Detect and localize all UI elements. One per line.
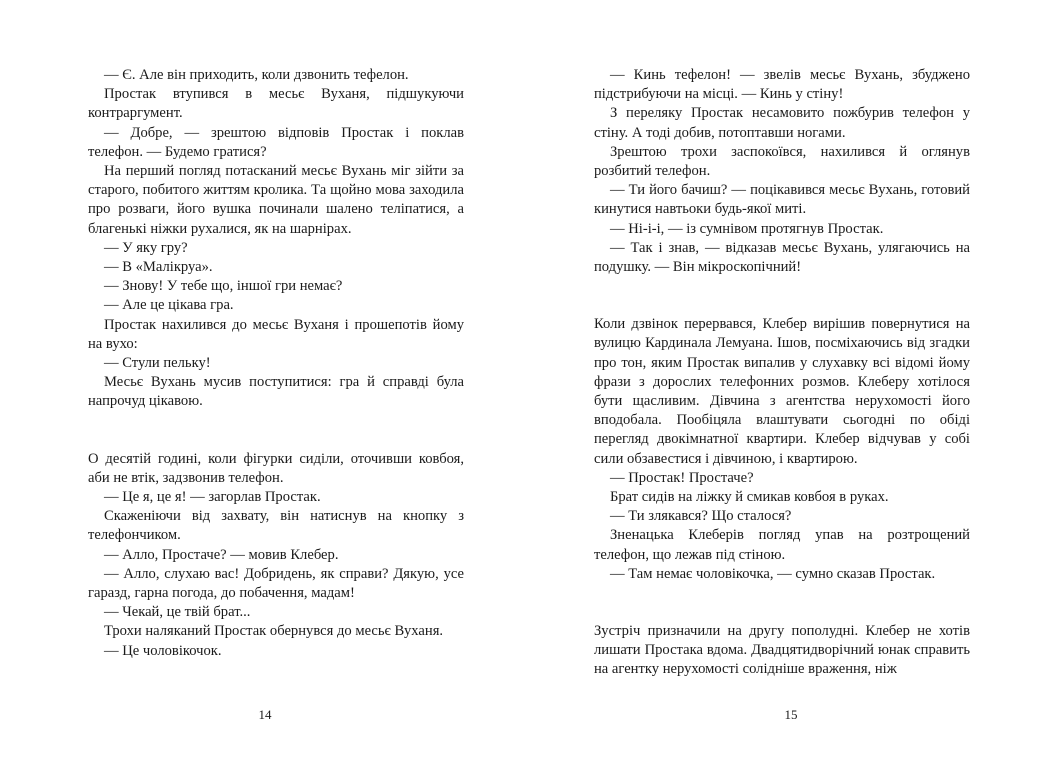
paragraph: Зненацька Клеберів погляд упав на розтрощений телефон, що лежав під стіною. bbox=[594, 527, 970, 563]
paragraph: — Ти його бачиш? — поцікавився месьє Вухань, готовий кинутися навтьоки будь-якої миті. bbox=[594, 182, 970, 218]
right-section-3 bbox=[594, 622, 970, 680]
left-section-2 bbox=[88, 450, 464, 661]
paragraph: — Ти злякався? Що сталося? bbox=[610, 508, 792, 525]
section-break bbox=[594, 277, 970, 315]
paragraph: — Алло, слухаю вас! Добридень, як справи? Дякую, усе гаразд, гарна погода, до побачення, мадам! bbox=[88, 565, 464, 602]
paragraph: — Простак! Простаче? bbox=[610, 469, 754, 486]
paragraph: — Але це цікава гра. bbox=[104, 297, 234, 314]
page-number-left: 14 bbox=[258, 707, 272, 722]
left-page bbox=[88, 66, 464, 661]
paragraph: — Є. Але він приходить, коли дзвонить тефелон. bbox=[104, 67, 409, 83]
paragraph: — Стули пельку! bbox=[104, 355, 211, 372]
right-page bbox=[594, 66, 970, 680]
paragraph: — Там немає чоловікочка, — сумно сказав Простак. bbox=[610, 565, 936, 582]
paragraph: — Алло, Простаче? — мовив Клебер. bbox=[104, 546, 339, 563]
left-section-1 bbox=[88, 66, 464, 412]
paragraph: — Кинь тефелон! — звелів месьє Вухань, збуджено підстрибуючи на місці. — Кинь у стіну! bbox=[594, 67, 970, 103]
right-section-2 bbox=[594, 315, 970, 584]
section-break bbox=[594, 584, 970, 622]
paragraph: Скаженіючи від захвату, він натиснув на кнопку з телефончиком. bbox=[88, 508, 464, 544]
paragraph: — Чекай, це твій брат... bbox=[104, 604, 251, 621]
paragraph: Простак нахилився до месьє Вуханя і прошепотів йому на вухо: bbox=[88, 316, 464, 352]
paragraph: З переляку Простак несамовито пожбурив телефон у стіну. А тоді добив, потоптавши ногами. bbox=[594, 105, 970, 141]
paragraph: — Добре, — зрештою відповів Простак і поклав телефон. — Будемо гратися? bbox=[88, 124, 464, 160]
paragraph: Трохи наляканий Простак обернувся до месьє Вуханя. bbox=[104, 623, 444, 640]
section-break bbox=[88, 412, 464, 450]
paragraph: — Ні-і-і, — із сумнівом протягнув Простак. bbox=[610, 220, 884, 237]
paragraph: Зустріч призначили на другу пополудні. Клебер не хотів лишати Простака вдома. Двадцятидворічний юнак справить на агентку нерухомості солідніше враження, ніж bbox=[594, 623, 970, 678]
right-section-1 bbox=[594, 66, 970, 277]
page-number-right: 15 bbox=[784, 707, 798, 722]
paragraph: О десятій годині, коли фігурки сиділи, оточивши ковбоя, аби не втік, задзвонив телефон. bbox=[88, 450, 464, 486]
paragraph: — Це я, це я! — загорлав Простак. bbox=[104, 489, 321, 506]
paragraph: — У яку гру? bbox=[104, 239, 188, 256]
paragraph: Месьє Вухань мусив поступитися: гра й справді була напрочуд цікавою. bbox=[88, 374, 464, 410]
paragraph: Зрештою трохи заспокоївся, нахилився й оглянув розбитий телефон. bbox=[594, 143, 970, 180]
paragraph: Коли дзвінок перервався, Клебер вирішив повернутися на вулицю Кардинала Лемуана. Ішов, посміхаючись від згадки про тон, яким Простак випалив у слухавку всі відомі йому фрази з дорослих телефонних розмов. Клеберу хотілося бути щасливим. Дівчина з агентства нерухомості його вподобала. Пообіцяла влаштувати сьогодні по обіді перегляд двокімнатної квартири. Клебер відчував у собі сили обзавестися і дівчиною, і квартирою. bbox=[594, 316, 970, 467]
paragraph: Простак втупився в месьє Вуханя, підшукуючи контраргумент. bbox=[88, 86, 464, 122]
paragraph: — Так і знав, — відказав месьє Вухань, улягаючись на подушку. — Він мікроскопічний! bbox=[594, 239, 970, 276]
paragraph: На перший погляд потасканий месьє Вухань міг зійти за старого, побитого життям кролика. Та щойно мова заходила про розваги, його вушка починали шалено теліпатися, а благенькі ніжки рухалися, як на шарнірах. bbox=[88, 163, 464, 237]
paragraph: — Знову! У тебе що, іншої гри немає? bbox=[104, 278, 343, 295]
paragraph: — Це чоловікочок. bbox=[104, 642, 222, 659]
paragraph: Брат сидів на ліжку й смикав ковбоя в руках. bbox=[610, 489, 889, 506]
paragraph: — В «Малікруа». bbox=[104, 259, 213, 276]
